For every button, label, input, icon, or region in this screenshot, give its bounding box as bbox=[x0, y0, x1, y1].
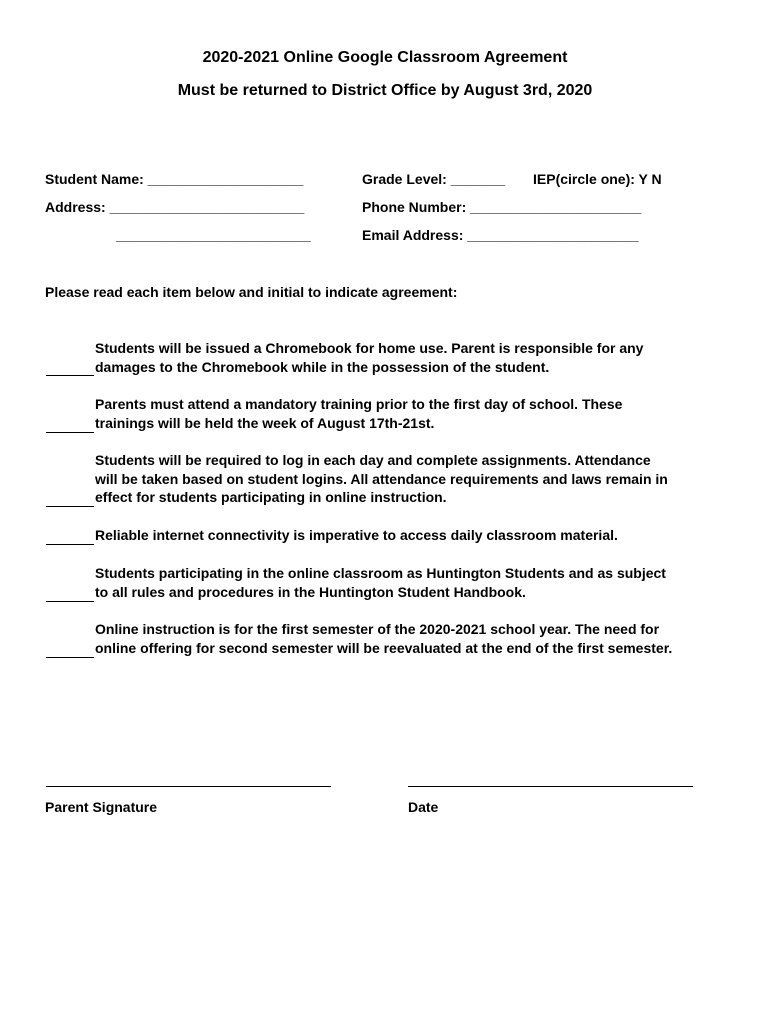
document-title: 2020-2021 Online Google Classroom Agreement bbox=[202, 49, 568, 66]
item-text: Parents must attend a mandatory training prior to the first day of school. These trainings will be held the week of August 17th-21st. bbox=[95, 396, 623, 431]
student-name-field: Student Name: ____________________ bbox=[45, 171, 304, 187]
item-text: Reliable internet connectivity is imperative to access daily classroom material. bbox=[95, 527, 618, 543]
instructions: Please read each item below and initial to indicate agreement: bbox=[45, 284, 458, 300]
return-notice: Must be returned to District Office by August 3rd, 2020 bbox=[177, 82, 593, 99]
initial-blank bbox=[46, 432, 94, 433]
parent-signature-line bbox=[46, 786, 331, 787]
address-line-2: _________________________ bbox=[116, 227, 311, 243]
initial-blank bbox=[46, 657, 94, 658]
item-text: Students will be required to log in each day and complete assignments. Attendance will be taken based on student logins. All attendance requirements and laws remain in effect for students participating in online instruction. bbox=[95, 452, 668, 505]
phone-number-field: Phone Number: ______________________ bbox=[362, 199, 642, 215]
item-text: Students will be issued a Chromebook for home use. Parent is responsible for any damages to the Chromebook while in the possession of the student. bbox=[95, 340, 644, 375]
item-text: Students participating in the online classroom as Huntington Students and as subject to all rules and procedures in the Huntington Student Handbook. bbox=[95, 565, 666, 600]
email-address-field: Email Address: ______________________ bbox=[362, 227, 639, 243]
initial-blank bbox=[46, 601, 94, 602]
iep-field: IEP(circle one): Y N bbox=[533, 171, 662, 187]
initial-blank bbox=[46, 506, 94, 507]
grade-level-field: Grade Level: _______ bbox=[362, 171, 506, 187]
parent-signature-label: Parent Signature bbox=[45, 799, 158, 815]
date-line bbox=[408, 786, 693, 787]
initial-blank bbox=[46, 375, 94, 376]
initial-blank bbox=[46, 544, 94, 545]
date-label: Date bbox=[408, 799, 439, 815]
address-field: Address: _________________________ bbox=[45, 199, 305, 215]
item-text: Online instruction is for the first semester of the 2020-2021 school year. The need for online offering for second semester will be reevaluated at the end of the first semester. bbox=[95, 621, 673, 656]
